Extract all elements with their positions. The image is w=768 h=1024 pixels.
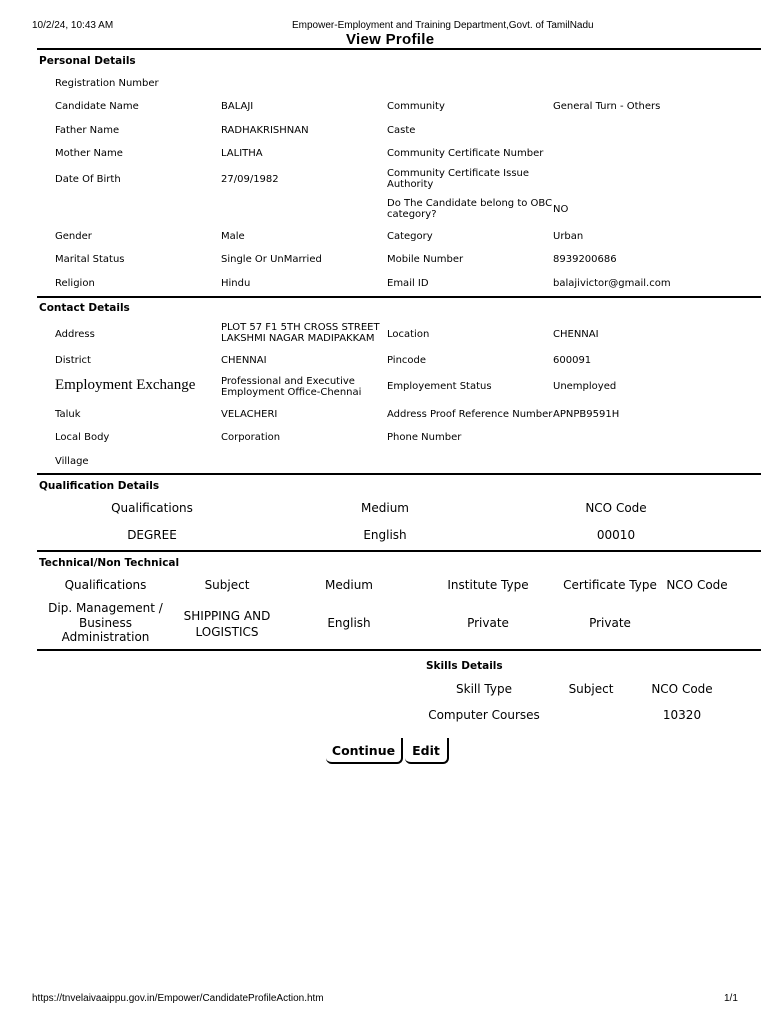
employment-exchange-value: Professional and Executive Employment Office-Chennai [221, 376, 362, 398]
divider [37, 296, 761, 298]
column-header: Skill Type [456, 682, 512, 696]
district-value: CHENNAI [221, 355, 267, 366]
pincode-label: Pincode [387, 355, 427, 366]
section-contact-heading: Contact Details [39, 302, 130, 314]
mother-name-value: LALITHA [221, 148, 263, 159]
caste-label: Caste [387, 125, 416, 136]
table-cell: 00010 [596, 528, 636, 542]
table-cell: Dip. Management / Business Administration [48, 601, 163, 644]
column-header: Medium [361, 501, 409, 515]
section-qualification-heading: Qualification Details [39, 480, 160, 492]
district-label: District [55, 355, 91, 366]
print-site-title: Empower-Employment and Training Department,Govt. of TamilNadu [292, 20, 594, 31]
father-name-label: Father Name [55, 125, 120, 136]
employment-status-value: Unemployed [553, 381, 617, 392]
table-cell: Computer Courses [428, 708, 540, 722]
mother-name-label: Mother Name [55, 148, 123, 159]
column-header: Subject [204, 578, 250, 592]
community-cert-authority-label: Community Certificate Issue Authority [387, 168, 530, 190]
table-cell: Private [467, 616, 509, 630]
divider [37, 473, 761, 475]
table-cell: Private [589, 616, 631, 630]
column-header: Certificate Type [563, 578, 657, 592]
community-cert-number-label: Community Certificate Number [387, 148, 544, 159]
category-value: Urban [553, 231, 584, 242]
employment-exchange-label: Employment Exchange [55, 377, 196, 393]
table-cell: DEGREE [127, 528, 177, 542]
marital-status-value: Single Or UnMarried [221, 254, 322, 265]
column-header: NCO Code [651, 682, 713, 696]
table-cell: English [363, 528, 407, 542]
employment-status-label: Employement Status [387, 381, 492, 392]
column-header: Medium [325, 578, 373, 592]
village-label: Village [55, 456, 89, 467]
address-value: PLOT 57 F1 5TH CROSS STREET LAKSHMI NAGAR MADIPAKKAM [221, 322, 380, 344]
location-label: Location [387, 329, 430, 340]
dob-value: 27/09/1982 [221, 174, 279, 185]
divider [37, 48, 761, 50]
father-name-value: RADHAKRISHNAN [221, 125, 309, 136]
obc-value: NO [553, 204, 569, 215]
divider [37, 550, 761, 552]
gender-value: Male [221, 231, 245, 242]
mobile-label: Mobile Number [387, 254, 464, 265]
community-value: General Turn - Others [553, 101, 661, 112]
column-header: NCO Code [585, 501, 647, 515]
marital-status-label: Marital Status [55, 254, 125, 265]
pincode-value: 600091 [553, 355, 592, 366]
divider [37, 649, 761, 651]
address-proof-label: Address Proof Reference Number [387, 409, 553, 420]
dob-label: Date Of Birth [55, 174, 121, 185]
local-body-value: Corporation [221, 432, 281, 443]
mobile-value: 8939200686 [553, 254, 617, 265]
print-datetime: 10/2/24, 10:43 AM [32, 20, 114, 31]
page-title: View Profile [346, 31, 435, 45]
location-value: CHENNAI [553, 329, 599, 340]
religion-value: Hindu [221, 278, 251, 289]
address-label: Address [55, 329, 95, 340]
table-cell: SHIPPING AND LOGISTICS [183, 609, 271, 639]
candidate-name-label: Candidate Name [55, 101, 139, 112]
obc-label: Do The Candidate belong to OBC category? [387, 198, 553, 220]
email-label: Email ID [387, 278, 429, 289]
section-skills-heading: Skills Details [426, 660, 503, 672]
phone-label: Phone Number [387, 432, 462, 443]
print-page-number: 1/1 [724, 993, 738, 1004]
column-header: Qualifications [64, 578, 147, 592]
category-label: Category [387, 231, 433, 242]
edit-button[interactable]: Edit [405, 738, 449, 764]
local-body-label: Local Body [55, 432, 110, 443]
taluk-label: Taluk [55, 409, 81, 420]
community-label: Community [387, 101, 445, 112]
email-value: balajivictor@gmail.com [553, 278, 671, 289]
registration-number-label: Registration Number [55, 78, 159, 89]
address-proof-value: APNPB9591H [553, 409, 620, 420]
section-technical-heading: Technical/Non Technical [39, 557, 180, 569]
candidate-name-value: BALAJI [221, 101, 254, 112]
religion-label: Religion [55, 278, 95, 289]
column-header: Qualifications [111, 501, 193, 515]
continue-button[interactable]: Continue [326, 738, 403, 764]
section-personal-heading: Personal Details [39, 55, 136, 67]
column-header: NCO Code [666, 578, 728, 592]
column-header: Subject [568, 682, 614, 696]
column-header: Institute Type [447, 578, 529, 592]
gender-label: Gender [55, 231, 92, 242]
table-cell: 10320 [662, 708, 702, 722]
table-cell: English [327, 616, 371, 630]
taluk-value: VELACHERI [221, 409, 278, 420]
print-url: https://tnvelaivaaippu.gov.in/Empower/CandidateProfileAction.htm [32, 993, 324, 1004]
